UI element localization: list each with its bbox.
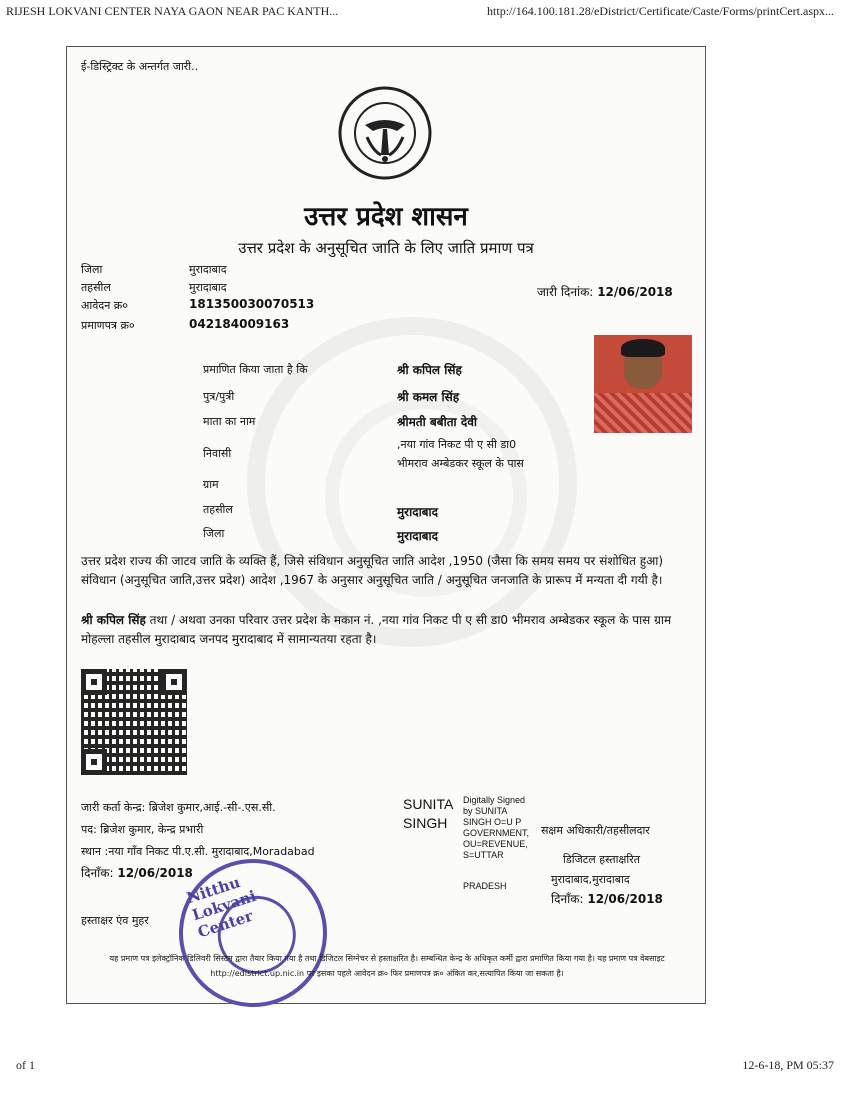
authority-date — [551, 890, 663, 907]
sig-detail-last-line: PRADESH — [463, 881, 507, 891]
meta-application-label: आवेदन क्र० — [81, 299, 128, 312]
issuer-post: पद: ब्रिजेश कुमार, केन्द्र प्रभारी — [81, 823, 204, 836]
top-note: ई-डिस्ट्रिक्ट के अन्तर्गत जारी.. — [81, 60, 199, 73]
residence-paragraph-name: श्री कपिल सिंह — [81, 613, 146, 627]
print-header-title: RIJESH LOKVANI CENTER NAYA GAON NEAR PAC KANTH... — [6, 4, 339, 18]
stamp-text: Nitthu Lokvani Center — [184, 873, 259, 942]
detail-tehsil-value: मुरादाबाद — [397, 505, 439, 519]
issuer-date-value: 12/06/2018 — [117, 866, 193, 880]
mother-label: माता का नाम — [203, 415, 256, 428]
meta-certificate-value: 042184009163 — [189, 317, 290, 331]
resident-label: निवासी — [203, 447, 232, 460]
certified-value: श्री कपिल सिंह — [397, 363, 462, 377]
issue-date-value: 12/06/2018 — [597, 285, 673, 299]
village-label: ग्राम — [203, 478, 219, 491]
certified-label: प्रमाणित किया जाता है कि — [203, 363, 308, 376]
sig-detail-line: S=UTTAR — [463, 850, 504, 860]
detail-district-value: मुरादाबाद — [397, 529, 439, 543]
page-count: of 1 — [16, 1058, 35, 1072]
meta-district-label: जिला — [81, 263, 103, 276]
mother-value: श्रीमती बबीता देवी — [397, 415, 477, 429]
signer-name-line2: SINGH — [403, 815, 448, 831]
authority-date-value: 12/06/2018 — [587, 892, 663, 906]
print-timestamp: 12-6-18, PM 05:37 — [742, 1058, 834, 1072]
meta-tehsil-value: मुरादाबाद — [189, 281, 227, 294]
authority-place: मुरादाबाद,मुरादाबाद — [551, 873, 630, 886]
son-value: श्री कमल सिंह — [397, 390, 460, 404]
issuer-center: जारी कर्ता केन्द्र: ब्रिजेश कुमार,आई.-सी-.एस.सी. — [81, 801, 276, 814]
caste-declaration-paragraph: उत्तर प्रदेश राज्य की जाटव जाति के व्यक्ति हैं, जिसे संविधान अनुसूचित जाति आदेश ,1950 (जैसा कि समय समय पर संशोधित हुआ) संविधान (अनुसूचित जाति,उत्तर प्रदेश) आदेश ,1967 के अनुसार अनुसूचित जाति / अनुसूचित जनजाति के प्रारूप में मन्यता दी गयी है। — [81, 554, 664, 587]
issue-date — [537, 283, 673, 300]
caste-certificate — [66, 46, 706, 1004]
issuer-place: स्थान :नया गाँव निकट पी.ए.सी. मुरादाबाद,Moradabad — [81, 845, 315, 858]
resident-value-line1: ,नया गांव निकट पी ए सी डा0 — [397, 438, 517, 451]
sig-detail-line: Digitally Signed — [463, 795, 526, 805]
authority-digital: डिजिटल हस्ताक्षरित — [563, 853, 640, 866]
sig-detail-line: GOVERNMENT, — [463, 828, 530, 838]
resident-value-line2: भीमराव अम्बेडकर स्कूल के पास — [397, 457, 524, 470]
certificate-subtitle: उत्तर प्रदेश के अनुसूचित जाति के लिए जाति प्रमाण पत्र — [238, 239, 534, 257]
certificate-title: उत्तर प्रदेश शासन — [304, 202, 468, 232]
sig-detail-line: OU=REVENUE, — [463, 839, 528, 849]
verification-footer-note: यह प्रमाण पत्र इलेक्ट्रॉनिक डिलिवरी सिस्टम द्वारा तैयार किया गया है तथा डिजिटल सिग्नेचर से हस्ताक्षरित है। सम्बन्धित केन्द्र के अधिकृत कर्मी द्वारा प्रमाणित किया गया है। यह प्रमाण पत्र वेबसाइट http://edistrict.up.nic.in पर इसका पहले आवेदन क्र० फिर प्रमाणपत्र क्र० अंकित कर,सत्यापित किया जा सकता है। — [109, 954, 665, 978]
sig-detail-line: SINGH O=U P — [463, 817, 522, 827]
authority-title: सक्षम अधिकारी/तहसीलदार — [541, 824, 650, 837]
residence-paragraph-text: तथा / अथवा उनका परिवार उत्तर प्रदेश के मकान नं. ,नया गांव निकट पी ए सी डा0 भीमराव अम्बेडकर स्कूल के पास ग्राम मोहल्ला तहसील मुरादाबाद जनपद मुरादाबाद में सामान्यतया रहता है। — [81, 613, 672, 646]
meta-application-value: 181350030070513 — [189, 297, 315, 311]
issuer-date — [81, 864, 193, 881]
meta-tehsil-label: तहसील — [81, 281, 111, 294]
digital-signature-details — [463, 795, 529, 861]
detail-tehsil-label: तहसील — [203, 503, 233, 516]
signature-label: हस्ताक्षर एंव मुहर — [81, 914, 149, 927]
qr-code — [81, 669, 187, 775]
meta-certificate-label: प्रमाणपत्र क्र० — [81, 319, 135, 332]
sig-detail-line: by SUNITA — [463, 806, 508, 816]
son-label: पुत्र/पुत्री — [203, 390, 235, 403]
issuer-date-label: दिनाँक: — [81, 866, 114, 880]
signer-name-line1: SUNITA — [403, 796, 454, 812]
detail-district-label: जिला — [203, 527, 225, 540]
print-header-url: http://164.100.181.28/eDistrict/Certificate/Caste/Forms/printCert.aspx... — [487, 4, 834, 18]
up-government-emblem-icon — [337, 85, 433, 181]
issue-date-label: जारी दिनांक: — [537, 285, 594, 299]
authority-date-label: दिनाँक: — [551, 892, 584, 906]
applicant-photo — [594, 335, 692, 433]
signer-name — [403, 795, 453, 833]
browser-print-header — [0, 4, 846, 24]
browser-print-footer — [0, 1058, 846, 1078]
meta-district-value: मुरादाबाद — [189, 263, 227, 276]
residence-paragraph — [81, 611, 693, 649]
